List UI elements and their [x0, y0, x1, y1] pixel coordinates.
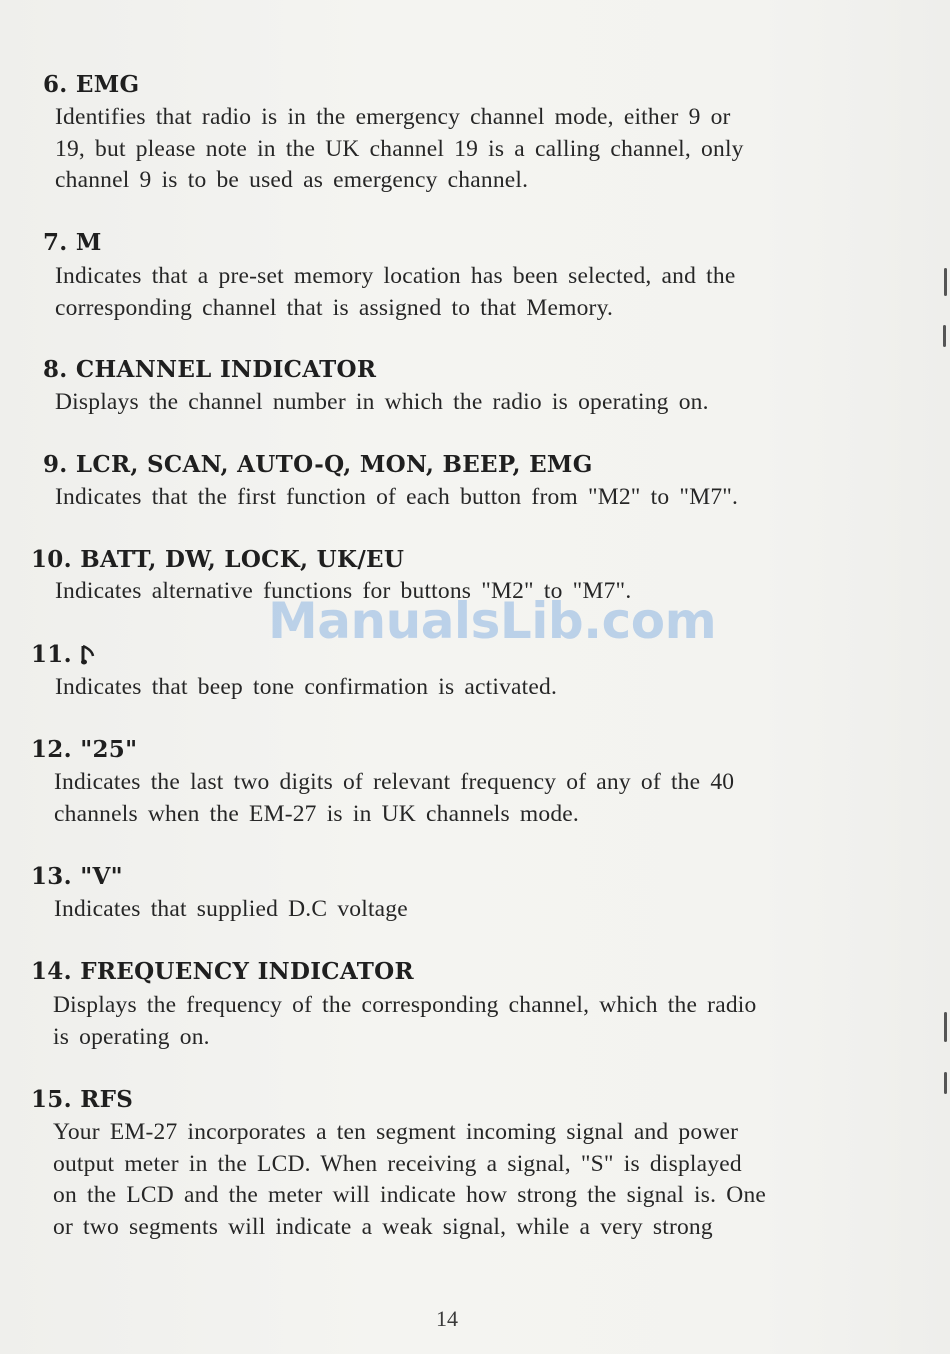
section-15-body	[53, 1117, 766, 1243]
section-6-body	[55, 102, 744, 197]
body-line: channel 9 is to be used as emergency channel.	[55, 167, 529, 193]
body-line: corresponding channel that is assigned to that Memory.	[55, 294, 614, 321]
watermark: ManualsLib.com	[268, 592, 717, 650]
body-line: output meter in the LCD. When receiving a signal, "S" is displayed	[53, 1150, 742, 1177]
section-7-m	[43, 228, 102, 258]
section-14-frequency-indicator	[31, 957, 414, 987]
section-8-channel-indicator	[43, 355, 376, 385]
edge-mark	[943, 325, 946, 347]
body-line: Indicates that beep tone confirmation is activated.	[55, 674, 558, 700]
section-number: 11.	[31, 641, 72, 668]
body-line: Indicates that the first function of each button from "M2" to "M7".	[55, 484, 739, 510]
section-13-v	[31, 862, 123, 892]
body-line: or two segments will indicate a weak signal, while a very strong	[53, 1213, 713, 1240]
section-11-body	[55, 672, 557, 704]
section-heading: 9. LCR, SCAN, AUTO-Q, MON, BEEP, EMG	[43, 451, 593, 478]
section-13-body	[54, 894, 408, 926]
section-heading: 7. M	[43, 229, 102, 256]
section-12-25	[31, 735, 137, 765]
section-heading: 14. FREQUENCY INDICATOR	[31, 958, 414, 985]
edge-mark	[944, 1012, 947, 1042]
section-10-alt-buttons	[31, 545, 404, 575]
body-line: Identifies that radio is in the emergency channel mode, either 9 or	[55, 104, 731, 130]
section-9-body	[55, 482, 738, 514]
section-heading	[31, 640, 96, 674]
body-line: Your EM-27 incorporates a ten segment incoming signal and power	[53, 1119, 739, 1145]
section-7-body	[55, 261, 735, 324]
body-line: Indicates alternative functions for buttons "M2" to "M7".	[55, 578, 632, 604]
section-9-buttons	[43, 450, 593, 480]
body-line: is operating on.	[53, 1023, 210, 1050]
section-heading: 15. RFS	[31, 1086, 134, 1113]
edge-mark	[944, 1072, 947, 1094]
section-14-body	[53, 990, 756, 1053]
section-heading: 10. BATT, DW, LOCK, UK/EU	[31, 546, 405, 573]
section-heading: 8. CHANNEL INDICATOR	[43, 356, 377, 383]
section-15-rfs	[31, 1085, 133, 1115]
body-line: on the LCD and the meter will indicate how strong the signal is. One	[53, 1182, 767, 1208]
body-line: Displays the frequency of the corresponding channel, which the radio	[53, 992, 757, 1018]
page-number: 14	[436, 1306, 458, 1331]
section-6-emg	[43, 70, 139, 100]
section-heading: 6. EMG	[43, 71, 140, 98]
section-8-body	[55, 387, 709, 419]
body-line: Indicates the last two digits of relevant frequency of any of the 40	[54, 769, 735, 795]
body-line: channels when the EM-27 is in UK channels mode.	[54, 800, 579, 827]
body-line: Indicates that a pre-set memory location has been selected, and the	[55, 263, 736, 289]
section-11-beep	[31, 640, 96, 674]
music-note-icon	[80, 644, 96, 674]
body-line: Indicates that supplied D.C voltage	[54, 896, 408, 922]
section-heading: 13. "V"	[31, 863, 123, 890]
section-heading: 12. "25"	[31, 736, 138, 763]
body-line: 19, but please note in the UK channel 19 is a calling channel, only	[55, 135, 744, 162]
section-12-body	[54, 767, 734, 830]
edge-mark	[944, 268, 947, 296]
body-line: Displays the channel number in which the radio is operating on.	[55, 389, 709, 415]
